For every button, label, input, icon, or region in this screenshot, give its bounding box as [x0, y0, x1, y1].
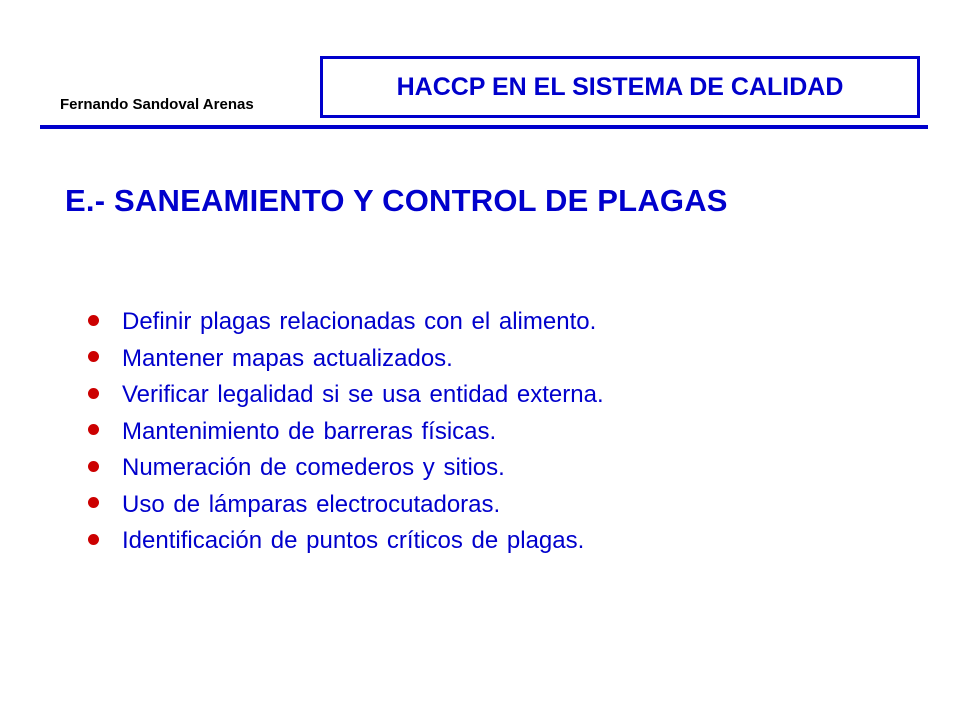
- bullet-text: Verificar legalidad si se usa entidad externa.: [122, 381, 604, 409]
- bullet-dot-icon: [88, 351, 99, 362]
- presentation-title: HACCP EN EL SISTEMA DE CALIDAD: [396, 72, 844, 101]
- bullet-text: Mantener mapas actualizados.: [122, 344, 453, 372]
- bullet-dot-icon: [88, 424, 99, 435]
- bullet-dot-icon: [88, 534, 99, 545]
- bullet-dot-icon: [88, 461, 99, 472]
- bullet-text: Mantenimiento de barreras físicas.: [122, 417, 497, 445]
- bullet-dot-icon: [88, 315, 99, 326]
- bullet-item: [88, 450, 604, 487]
- bullet-dot-icon: [88, 388, 99, 399]
- bullet-item: [88, 414, 604, 451]
- section-heading: E.- SANEAMIENTO Y CONTROL DE PLAGAS: [65, 183, 728, 218]
- bullet-item: [88, 523, 604, 560]
- bullet-item: [88, 487, 604, 524]
- bullet-item: [88, 304, 604, 341]
- presentation-title-box: [320, 56, 920, 118]
- bullet-text: Uso de lámparas electrocutadoras.: [122, 490, 501, 518]
- bullet-item: [88, 341, 604, 378]
- bullet-item: [88, 377, 604, 414]
- author-name: Fernando Sandoval Arenas: [60, 96, 254, 113]
- header-divider: [40, 125, 928, 129]
- bullet-text: Definir plagas relacionadas con el alimento.: [122, 308, 597, 336]
- bullet-text: Numeración de comederos y sitios.: [122, 454, 505, 482]
- bullet-text: Identificación de puntos críticos de plagas.: [122, 527, 585, 555]
- bullet-list: [88, 304, 604, 560]
- bullet-dot-icon: [88, 497, 99, 508]
